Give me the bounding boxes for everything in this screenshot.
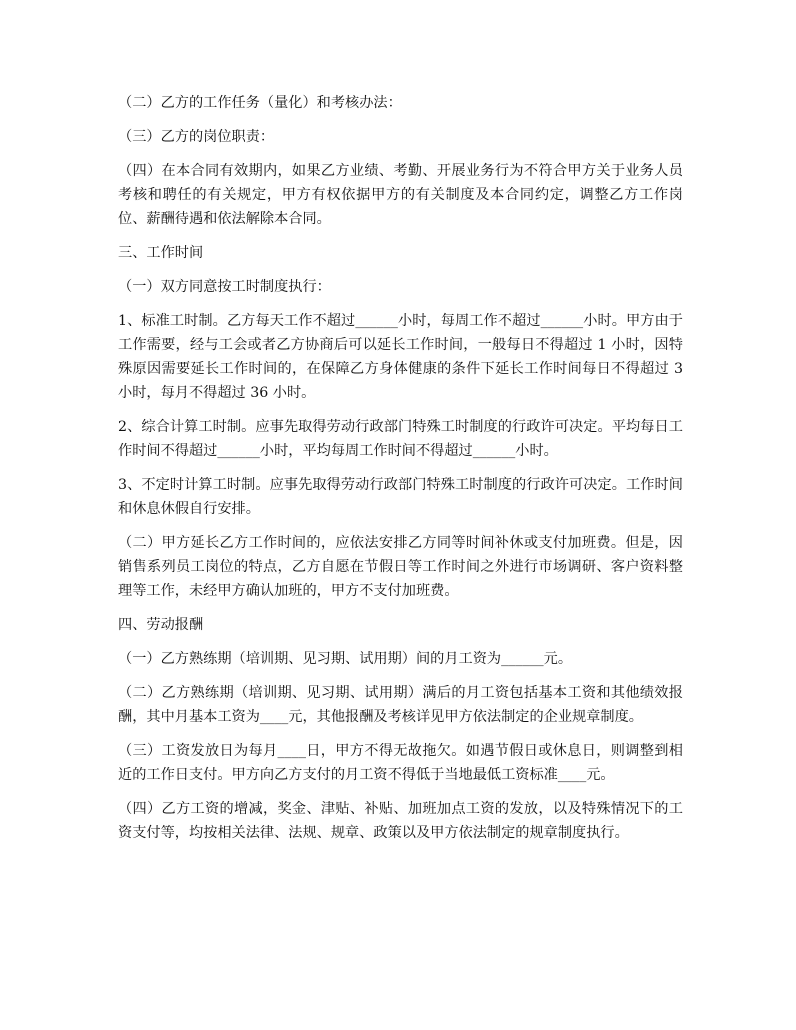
- document-body: [118, 91, 683, 855]
- section-heading-working-hours: 三、工作时间: [118, 245, 204, 261]
- paragraph-probation-salary: （一）乙方熟练期（培训期、见习期、试用期）间的月工资为______元。: [118, 651, 573, 667]
- paragraph-flexible-hours: 3、不定时计算工时制。应事先取得劳动行政部门特殊工时制度的行政许可决定。工作时间和休息休假自行安排。: [118, 477, 683, 517]
- paragraph-job-duties: （三）乙方的岗位职责：: [118, 129, 275, 145]
- paragraph-salary-adjustment: （四）乙方工资的增减，奖金、津贴、补贴、加班加点工资的发放，以及特殊情况下的工资支付等，均按相关法律、法规、规章、政策以及甲方依法制定的规章制度执行。: [118, 801, 683, 841]
- paragraph-working-hours-system: （一）双方同意按工时制度执行：: [118, 279, 331, 295]
- paragraph-work-task-assessment: （二）乙方的工作任务（量化）和考核办法：: [118, 95, 402, 111]
- section-heading-remuneration: 四、劳动报酬: [118, 617, 204, 633]
- paragraph-pay-day: （三）工资发放日为每月____日，甲方不得无故拖欠。如遇节假日或休息日，则调整到相近的工作日支付。甲方向乙方支付的月工资不得低于当地最低工资标准____元。: [118, 743, 683, 783]
- paragraph-overtime: （二）甲方延长乙方工作时间的，应依法安排乙方同等时间补休或支付加班费。但是，因销售系列员工岗位的特点，乙方自愿在节假日等工作时间之外进行市场调研、客户资料整理等工作，未经甲方确认加班的，甲方不支付加班费。: [118, 535, 683, 599]
- paragraph-comprehensive-hours: 2、综合计算工时制。应事先取得劳动行政部门特殊工时制度的行政许可决定。平均每日工作时间不得超过______小时，平均每周工作时间不得超过______小时。: [118, 419, 683, 459]
- paragraph-contract-adjustment: （四）在本合同有效期内，如果乙方业绩、考勤、开展业务行为不符合甲方关于业务人员考核和聘任的有关规定，甲方有权依据甲方的有关制度及本合同约定，调整乙方工作岗位、薪酬待遇和依法解除本合同。: [118, 163, 683, 227]
- paragraph-standard-hours: 1、标准工时制。乙方每天工作不超过______小时，每周工作不超过______小时。甲方由于工作需要，经与工会或者乙方协商后可以延长工作时间，一般每日不得超过 1 小时，因特殊原因需要延长工作时间的，在保障乙方身体健康的条件下延长工作时间每日不得超过 3 小时，每月不得超过 36 小时。: [118, 313, 683, 401]
- paragraph-regular-salary: （二）乙方熟练期（培训期、见习期、试用期）满后的月工资包括基本工资和其他绩效报酬，其中月基本工资为____元，其他报酬及考核详见甲方依法制定的企业规章制度。: [118, 685, 683, 725]
